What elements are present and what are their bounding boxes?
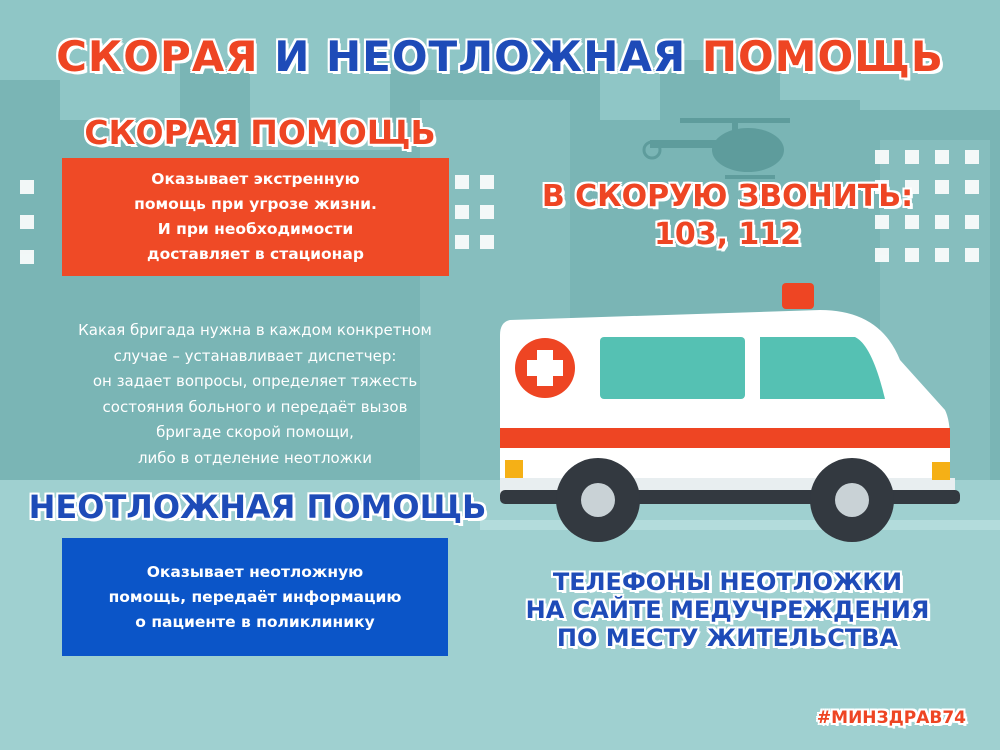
skoraya-description: Оказывает экстренную помощь при угрозе жизни. И при необходимости доставляет в стационар	[134, 170, 377, 263]
title-part-3: ПОМОЩЬ	[701, 32, 944, 81]
title-part-1: СКОРАЯ	[56, 32, 259, 81]
neotlozhnaya-info-box	[62, 538, 448, 656]
skoraya-heading: СКОРАЯ ПОМОЩЬ	[84, 113, 436, 152]
phones-note: ТЕЛЕФОНЫ НЕОТЛОЖКИ НА САЙТЕ МЕДУЧРЕЖДЕНИЯ ПО МЕСТУ ЖИТЕЛЬСТВА	[525, 568, 930, 652]
dispatcher-note: Какая бригада нужна в каждом конкретном случае – устанавливает диспетчер: он задает вопросы, определяет тяжесть состояния больного и передаёт вызов бригаде скорой помощи, либо в отделение неотложки	[78, 321, 432, 467]
hashtag: #МИНЗДРАВ74	[816, 708, 966, 728]
page-title	[0, 32, 1000, 81]
neotlozhnaya-heading: НЕОТЛОЖНАЯ ПОМОЩЬ	[28, 488, 487, 526]
title-part-2: И НЕОТЛОЖНАЯ	[274, 32, 687, 81]
call-info: В СКОРУЮ ЗВОНИТЬ: 103, 112	[541, 179, 914, 252]
neotlozhnaya-description: Оказывает неотложную помощь, передаёт информацию о пациенте в поликлинику	[108, 562, 402, 631]
medical-cross-icon	[515, 338, 575, 398]
skoraya-info-box	[62, 158, 449, 276]
